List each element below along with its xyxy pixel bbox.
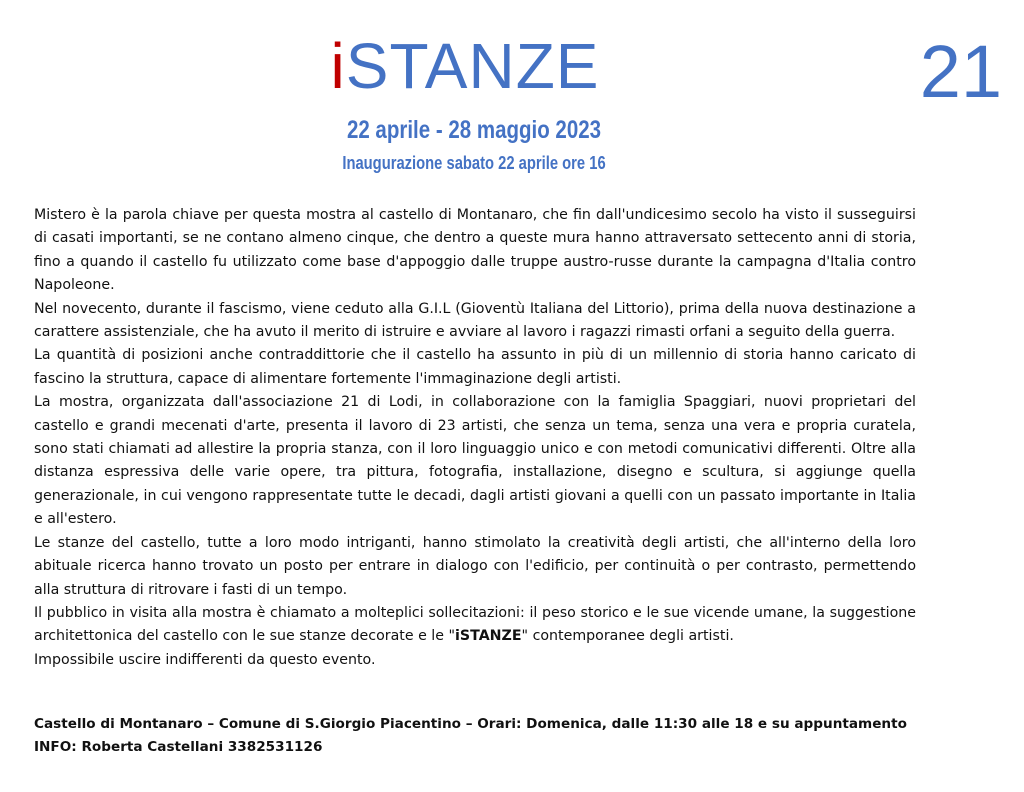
body-text	[34, 204, 916, 672]
exhibition-dates: 22 aprile - 28 maggio 2023	[346, 116, 602, 144]
page-title	[0, 30, 930, 102]
paragraph-3: La quantità di posizioni anche contraddittorie che il castello ha assunto in più di un millennio di storia hanno caricato di fascino la struttura, capace di alimentare fortemente l'immaginazione degli artisti.	[34, 347, 916, 387]
paragraph-7: Impossibile uscire indifferenti da questo evento.	[34, 651, 376, 668]
footer-contact: INFO: Roberta Castellani 3382531126	[34, 739, 323, 755]
paragraph-6-after: " contemporanee degli artisti.	[521, 628, 734, 645]
page-number: 21	[919, 30, 1002, 113]
paragraph-6-bold: iSTANZE	[455, 628, 522, 645]
paragraph-4: La mostra, organizzata dall'associazione 21 di Lodi, in collaborazione con la famiglia Spaggiari, nuovi proprietari del castello e grandi mecenati d'arte, presenta il lavoro di 23 artisti, che senza un tema, senza una vera e propria curatela, sono stati chiamati ad allestire la propria stanza, con il loro linguaggio unico e con metodi comunicativi differenti. Oltre alla distanza espressiva delle varie opere, tra pittura, fotografia, installazione, disegno e scultura, si aggiunge quella generazionale, in cui vengono rappresentate tutte le decadi, dagli artisti giovani a quelli con un passato importante in Italia e all'estero.	[34, 394, 916, 528]
paragraph-2: Nel novecento, durante il fascismo, viene ceduto alla G.I.L (Gioventù Italiana del Littorio), prima della nuova destinazione a carattere assistenziale, che ha avuto il merito di istruire e avviare al lavoro i ragazzi rimasti orfani a seguito della guerra.	[34, 300, 916, 341]
title-prefix: i	[330, 30, 346, 102]
paragraph-6	[34, 602, 916, 649]
footer-venue: Castello di Montanaro – Comune di S.Giorgio Piacentino – Orari: Domenica, dalle 11:30 alle 18 e su appuntamento	[34, 716, 907, 732]
footer-info	[34, 713, 934, 759]
opening-info: Inaugurazione sabato 22 aprile ore 16	[342, 153, 606, 173]
paragraph-1: Mistero è la parola chiave per questa mostra al castello di Montanaro, che fin dall'undicesimo secolo ha visto il susseguirsi di casati importanti, se ne contano almeno cinque, che dentro a queste mura hanno attraversato settecento anni di storia, fino a quando il castello fu utilizzato come base d'appoggio dalle truppe austro-russe durante la campagna d'Italia contro Napoleone.	[34, 207, 916, 294]
paragraph-6-before: Il pubblico in visita alla mostra è chiamato a molteplici sollecitazioni: il peso storico e le sue vicende umane, la suggestione architettonica del castello con le sue stanze decorate e le "	[34, 604, 916, 645]
paragraph-5: Le stanze del castello, tutte a loro modo intriganti, hanno stimolato la creatività degli artisti, che all'interno della loro abituale ricerca hanno trovato un posto per entrare in dialogo con l'edificio, per continuità o per contrasto, permettendo alla struttura di ritrovare i fasti di un tempo.	[34, 534, 916, 598]
title-main: STANZE	[345, 30, 600, 102]
